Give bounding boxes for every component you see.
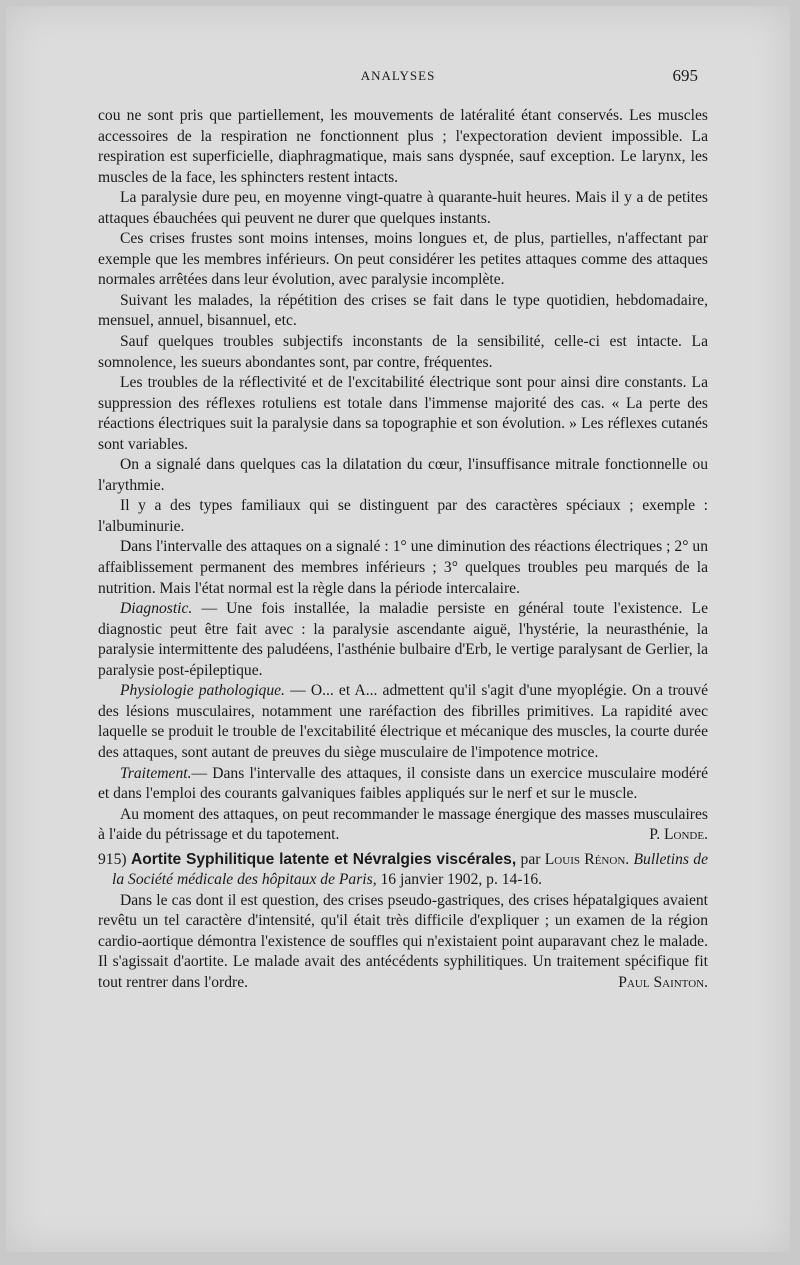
entry-author-prefix: par [516, 850, 545, 868]
paragraph-physiologie [98, 681, 708, 763]
paragraph-diagnostic [98, 599, 708, 681]
paragraph: On a signalé dans quelques cas la dilatation du cœur, l'insuffisance mitrale fonctionnelle ou l'arythmie. [98, 456, 708, 494]
paragraph: La paralysie dure peu, en moyenne vingt-quatre à quarante-huit heures. Mais il y a de petites attaques ébauchées qui peuvent ne durer que quelques instants. [98, 189, 708, 227]
paragraph-text: — Une fois installée, la maladie persiste en général toute l'existence. Le diagnostic peut être fait avec : la paralysie ascendante aiguë, l'hystérie, la neurasthénie, la paralysie intermittente des paludéens, l'asthénie bulbaire d'Erb, le vertige paralysant de Gerlier, la paralysie post-épileptique. [98, 600, 708, 679]
author-signature-londe: P. Londe. [649, 826, 708, 844]
bibliographic-entry [98, 850, 708, 891]
entry-date-pages: 16 janvier 1902, p. 14-16. [376, 871, 543, 889]
paragraph: cou ne sont pris que partiellement, les mouvements de latéralité étant conservés. Les muscles accessoires de la respiration ne fonctionnent plus ; l'expectoration devient impossible. La respiration est superficielle, diaphragmatique, mais sans dyspnée, sauf exception. Le larynx, les muscles de la face, les sphincters restent intacts. [98, 107, 708, 186]
document-page [6, 6, 790, 1252]
paragraph: Les troubles de la réflectivité et de l'excitabilité électrique sont pour ainsi dire constants. La suppression des réflexes rotuliens est totale dans l'immense majorité des cas. « La perte des réactions électriques suit la paralysie dans sa topographie et son évolution. » Les réflexes cutanés sont variables. [98, 374, 708, 453]
running-head: ANALYSES [360, 68, 436, 83]
page-number: 695 [672, 66, 698, 85]
page-header [98, 68, 698, 92]
entry-paragraph [98, 891, 708, 994]
paragraph: Dans l'intervalle des attaques on a signalé : 1° une diminution des réactions électriques ; 2° un affaiblissement permanent des membres inférieurs ; 3° quelques troubles peu marqués de la nutrition. Mais l'état normal est la règle dans la période intercalaire. [98, 538, 708, 597]
paragraph: Suivant les malades, la répétition des crises se fait dans le type quotidien, hebdomadaire, mensuel, annuel, bisannuel, etc. [98, 291, 708, 330]
paragraph: Il y a des types familiaux qui se distinguent par des caractères spéciaux ; exemple : l'albuminurie. [98, 497, 708, 535]
entry-number: 915) [98, 850, 127, 868]
article-body [98, 106, 708, 994]
section-lead-traitement: Traitement. [120, 764, 192, 782]
section-lead-physiologie: Physiologie pathologique. [120, 682, 285, 700]
paragraph-text: — Dans l'intervalle des attaques, il consiste dans un exercice musculaire modéré et dans l'emploi des courants galvaniques faibles appliqués sur le nerf et sur le muscle. [98, 764, 708, 803]
paragraph: Sauf quelques troubles subjectifs inconstants de la sensibilité, celle-ci est intacte. La somnolence, les sueurs abondantes sont, par contre, fréquentes. [98, 333, 708, 371]
entry-source: Bulletins de la Société médicale des hôpitaux de Paris, [112, 850, 708, 889]
author-signature-sainton: Paul Sainton. [618, 973, 708, 991]
paragraph-text: — O... et A... admettent qu'il s'agit d'une myoplégie. On a trouvé des lésions musculaires, notamment une raréfaction des fibrilles primitives. La rapidité avec laquelle se produit le trouble de l'excitabilité électrique et mécanique des muscles, la courte durée des attaques, sont autant de preuves du siège musculaire de l'impotence motrice. [98, 682, 708, 761]
paragraph-closing [98, 805, 708, 846]
paragraph-traitement [98, 764, 708, 805]
paragraph-text: Dans le cas dont il est question, des crises pseudo-gastriques, des crises hépatalgiques avaient revêtu un tel caractère d'intensité, qu'il était très difficile d'expliquer ; un examen de la région cardio-aortique démontra l'existence de souffles qui n'existaient point auparavant chez le malade. Il s'agissait d'aortite. Le malade avait des antécédents syphilitiques. Un traitement spécifique fit tout rentrer dans l'ordre. [98, 891, 708, 991]
paragraph-text: Au moment des attaques, on peut recommander le massage énergique des masses musculaires à l'aide du pétrissage et du tapotement. [98, 805, 708, 844]
paragraph: Ces crises frustes sont moins intenses, moins longues et, de plus, partielles, n'affectant par exemple que les membres inférieurs. On peut considérer les petites attaques comme des attaques normales arrêtées dans leur évolution, avec paralysie incomplète. [98, 230, 708, 289]
entry-title: Aortite Syphilitique latente et Névralgies viscérales, [130, 850, 517, 868]
entry-author: Louis Rénon. [544, 850, 630, 868]
section-lead-diagnostic: Diagnostic. [120, 600, 193, 618]
